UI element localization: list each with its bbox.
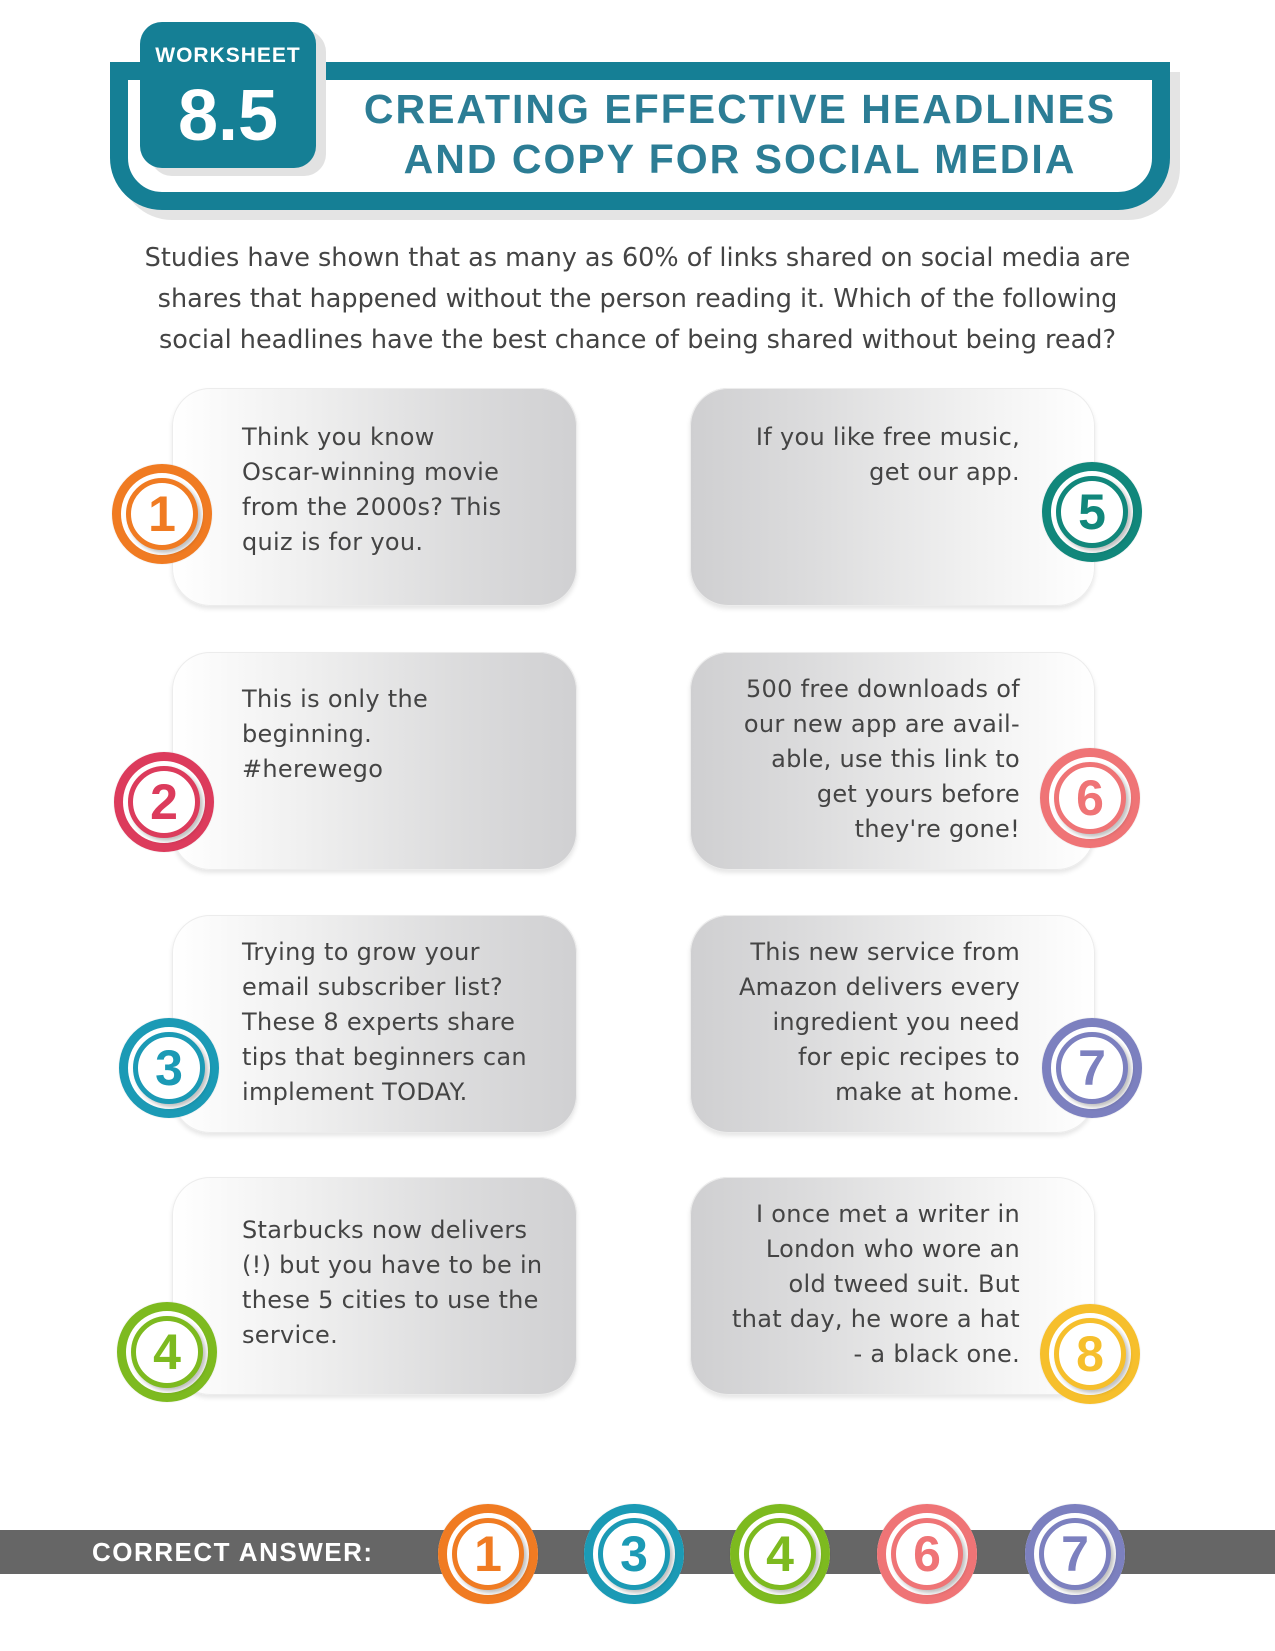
- headline-8-line: old tweed suit. But: [788, 1270, 1020, 1298]
- headline-3-line: Trying to grow your: [242, 938, 480, 966]
- headline-1-line: from the 2000s? This: [242, 493, 502, 521]
- headline-card-4: [172, 1177, 577, 1395]
- headline-1-line: Think you know: [242, 423, 435, 451]
- number-badge-1: [112, 464, 212, 564]
- answer-badge-3: [584, 1504, 684, 1604]
- page-title-line-2: AND COPY FOR SOCIAL MEDIA: [403, 136, 1077, 182]
- intro-line-3: social headlines have the best chance of being shared without being read?: [159, 325, 1116, 355]
- answer-badge-4: [730, 1504, 830, 1604]
- headline-card-3: [172, 915, 577, 1133]
- headline-2-line: beginning.: [242, 720, 373, 748]
- number-badge-2-digit: 2: [150, 774, 178, 830]
- headline-6-line: 500 free downloads of: [745, 675, 1020, 703]
- headline-8-line: I once met a writer in: [755, 1200, 1020, 1228]
- worksheet-badge: [140, 22, 316, 168]
- answer-badge-digit: 6: [913, 1526, 941, 1582]
- headline-7-line: Amazon delivers every: [738, 973, 1020, 1001]
- headline-1-line: quiz is for you.: [242, 528, 424, 556]
- answer-badge-digit: 1: [474, 1526, 502, 1582]
- headline-text-1: [242, 420, 552, 560]
- headline-6-line: able, use this link to: [771, 745, 1020, 773]
- headline-4-line: Starbucks now delivers: [242, 1216, 528, 1244]
- headline-text-6: [710, 672, 1020, 847]
- headline-4-line: (!) but you have to be in: [242, 1251, 543, 1279]
- page-title: [330, 84, 1150, 184]
- number-badge-4: [117, 1302, 217, 1402]
- number-badge-8: [1040, 1304, 1140, 1404]
- headline-text-8: [710, 1197, 1020, 1372]
- answer-badge-1: [438, 1504, 538, 1604]
- number-badge-2: [114, 752, 214, 852]
- answer-badge-7: [1025, 1504, 1125, 1604]
- headline-6-line: they're gone!: [854, 815, 1020, 843]
- headline-text-3: [242, 935, 552, 1110]
- headline-7-line: for epic recipes to: [797, 1043, 1020, 1071]
- headline-6-line: get yours before: [816, 780, 1020, 808]
- number-badge-7-digit: 7: [1078, 1040, 1106, 1096]
- answer-label: CORRECT ANSWER:: [92, 1537, 374, 1567]
- headline-card-5: [690, 388, 1095, 606]
- number-badge-3-digit: 3: [155, 1040, 183, 1096]
- number-badge-3: [119, 1018, 219, 1118]
- headline-2-line: #herewego: [242, 755, 384, 783]
- headline-8-line: - a black one.: [853, 1340, 1020, 1368]
- headline-card-6: [690, 652, 1095, 870]
- headline-text-4: [242, 1213, 552, 1353]
- headline-8-line: that day, he wore a hat: [732, 1305, 1020, 1333]
- answer-badge-digit: 7: [1061, 1526, 1089, 1582]
- number-badge-6-digit: 6: [1076, 770, 1104, 826]
- headline-4-line: service.: [242, 1321, 338, 1349]
- headline-text-5: [710, 420, 1020, 490]
- headline-1-line: Oscar-winning movie: [242, 458, 500, 486]
- headline-card-1: [172, 388, 577, 606]
- headline-4-line: these 5 cities to use the: [242, 1286, 539, 1314]
- number-badge-1-digit: 1: [148, 486, 176, 542]
- headline-7-line: This new service from: [750, 938, 1020, 966]
- answer-badge-digit: 3: [620, 1526, 648, 1582]
- headline-text-7: [710, 935, 1020, 1110]
- headline-5-line: If you like free music,: [755, 423, 1020, 451]
- worksheet-number: 8.5: [177, 76, 279, 156]
- answer-badge-6: [877, 1504, 977, 1604]
- headline-8-line: London who wore an: [765, 1235, 1020, 1263]
- worksheet-label: WORKSHEET: [155, 44, 301, 67]
- intro-line-1: Studies have shown that as many as 60% of links shared on social media are: [144, 243, 1131, 273]
- number-badge-6: [1040, 748, 1140, 848]
- answer-badge-digit: 4: [766, 1526, 794, 1582]
- headline-6-line: our new app are avail-: [743, 710, 1020, 738]
- headline-text-2: [242, 682, 552, 787]
- headline-5-line: get our app.: [869, 458, 1020, 486]
- intro-paragraph: [60, 238, 1215, 361]
- headline-3-line: These 8 experts share: [242, 1008, 516, 1036]
- page-title-line-1: CREATING EFFECTIVE HEADLINES: [363, 86, 1117, 132]
- headline-7-line: ingredient you need: [772, 1008, 1020, 1036]
- headline-card-8: [690, 1177, 1095, 1395]
- headline-card-7: [690, 915, 1095, 1133]
- number-badge-4-digit: 4: [153, 1324, 181, 1380]
- headline-3-line: implement TODAY.: [242, 1078, 468, 1106]
- intro-line-2: shares that happened without the person reading it. Which of the following: [157, 284, 1118, 314]
- number-badge-5: [1042, 462, 1142, 562]
- headline-3-line: email subscriber list?: [242, 973, 504, 1001]
- headline-7-line: make at home.: [835, 1078, 1020, 1106]
- number-badge-5-digit: 5: [1078, 484, 1106, 540]
- number-badge-7: [1042, 1018, 1142, 1118]
- headline-card-2: [172, 652, 577, 870]
- number-badge-8-digit: 8: [1076, 1326, 1104, 1382]
- headline-2-line: This is only the: [242, 685, 429, 713]
- headline-3-line: tips that beginners can: [242, 1043, 527, 1071]
